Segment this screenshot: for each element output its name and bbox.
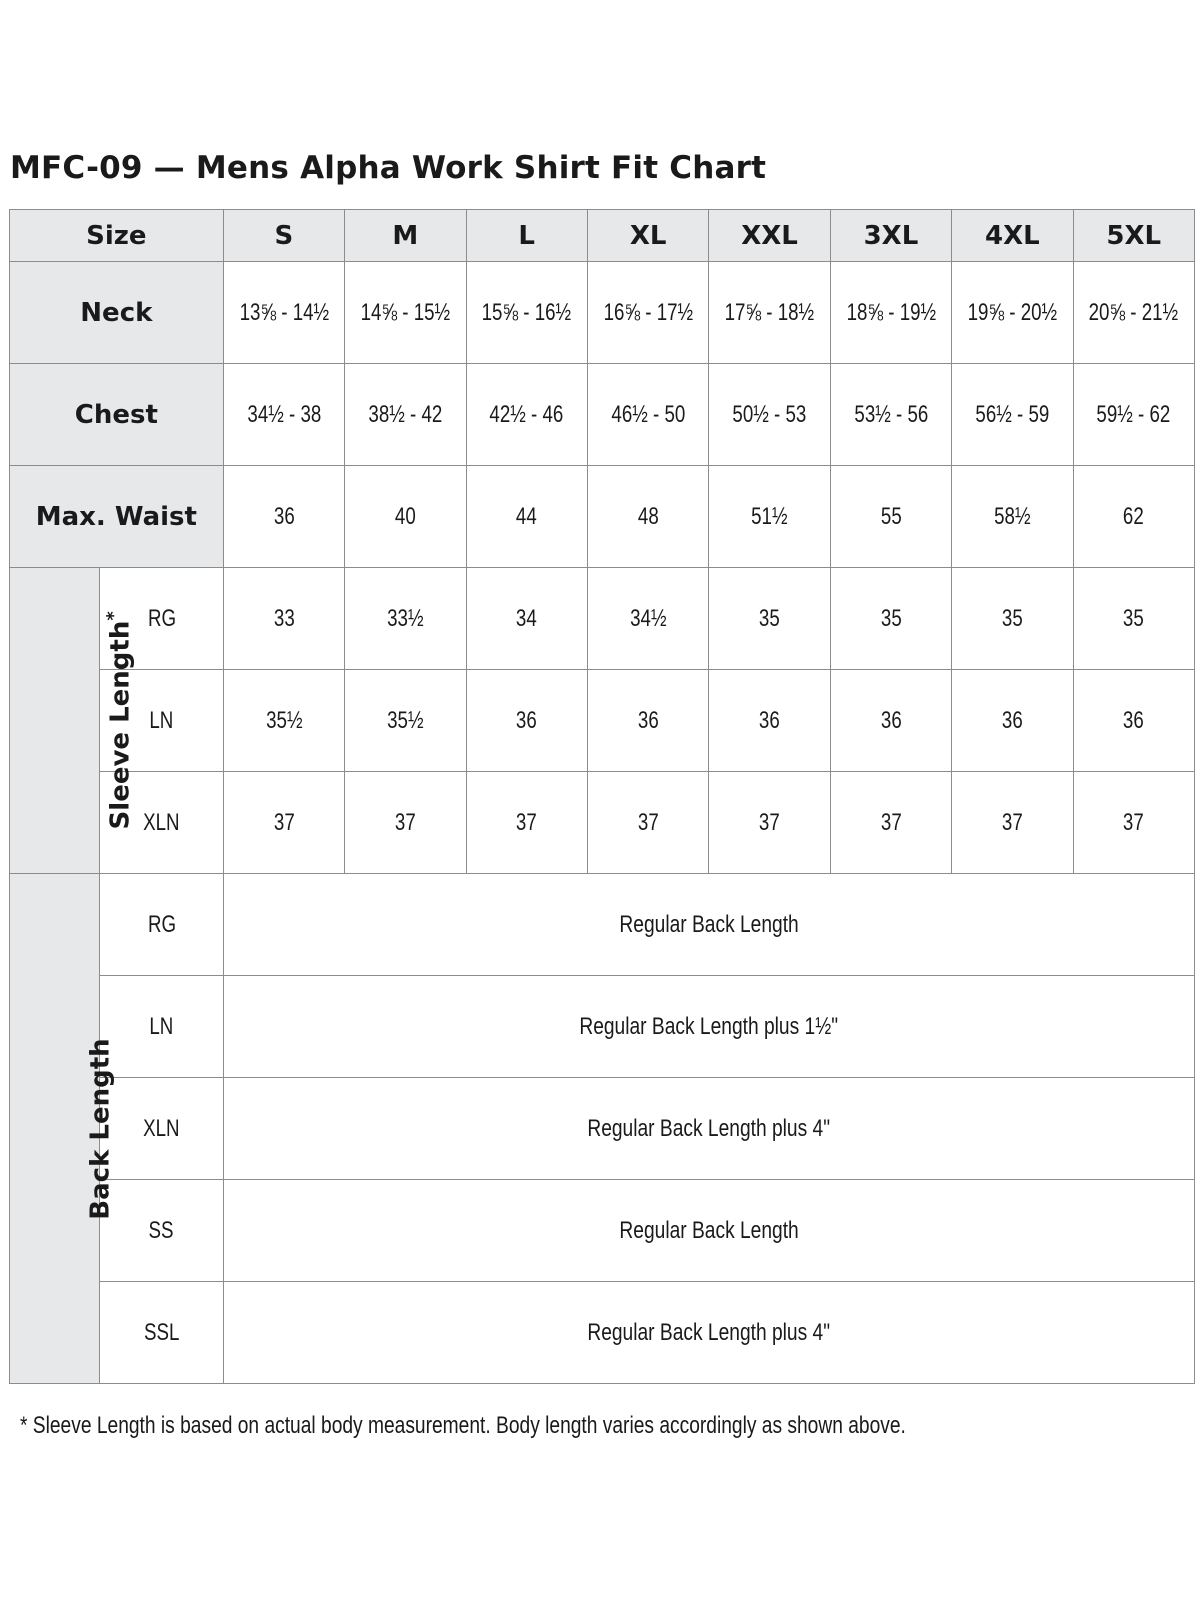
sleeve-cell-text: 34 — [516, 604, 538, 632]
sleeve-cell — [830, 670, 951, 772]
sleeve-cell — [466, 772, 587, 874]
sleeve-cell-text: 37 — [880, 808, 902, 836]
back-length-value-text: Regular Back Length plus 4" — [587, 1114, 831, 1142]
neck-cell — [345, 262, 466, 364]
waist-cell — [466, 466, 587, 568]
sleeve-cell-text: 36 — [759, 706, 780, 734]
neck-cell-text: 13⅝ - 14½ — [239, 298, 329, 326]
sleeve-cell — [223, 670, 344, 772]
sleeve-cell-text: 37 — [394, 808, 416, 836]
sleeve-cell — [345, 772, 466, 874]
sleeve-asterisk: * — [102, 611, 124, 621]
footnote: * Sleeve Length is based on actual body measurement. Body length varies accordingly as shown above. — [20, 1412, 906, 1439]
waist-cell-text: 58½ — [994, 502, 1031, 530]
back-row-rg — [10, 874, 1195, 976]
size-header-l: L — [466, 210, 587, 262]
neck-cell-text: 16⅝ - 17½ — [603, 298, 693, 326]
neck-cell — [709, 262, 830, 364]
sleeve-cell-text: 35 — [1123, 604, 1145, 632]
sleeve-cell-text: 37 — [1001, 808, 1023, 836]
chest-cell-text: 42½ - 46 — [489, 400, 564, 428]
waist-cell — [709, 466, 830, 568]
neck-cell-text: 14⅝ - 15½ — [360, 298, 451, 326]
sleeve-fit-label-text: LN — [149, 706, 174, 734]
neck-cell-text: 19⅝ - 20½ — [967, 298, 1058, 326]
waist-cell-text: 36 — [273, 502, 295, 530]
sleeve-row-xln — [10, 772, 1195, 874]
chest-cell — [587, 364, 708, 466]
neck-label: Neck — [10, 262, 224, 364]
chest-cell-text: 56½ - 59 — [975, 400, 1050, 428]
sleeve-cell-text: 35 — [880, 604, 902, 632]
neck-cell — [223, 262, 344, 364]
sleeve-fit-label-text: RG — [147, 604, 176, 632]
sleeve-cell-text: 37 — [516, 808, 538, 836]
back-fit-label-text: RG — [147, 910, 176, 938]
sleeve-cell — [830, 772, 951, 874]
sleeve-cell — [709, 670, 830, 772]
sleeve-cell-text: 35½ — [387, 706, 424, 734]
sleeve-cell — [466, 670, 587, 772]
size-label: Size — [10, 210, 224, 262]
size-header-xxl: XXL — [709, 210, 830, 262]
waist-label: Max. Waist — [10, 466, 224, 568]
back-length-value-text: Regular Back Length — [619, 1216, 799, 1244]
back-length-text: Back Length — [85, 1037, 116, 1220]
neck-cell — [830, 262, 951, 364]
back-length-value — [223, 976, 1194, 1078]
chest-cell — [466, 364, 587, 466]
waist-cell-text: 51½ — [751, 502, 788, 530]
back-fit-label-text: LN — [149, 1012, 174, 1040]
sleeve-cell-text: 36 — [1001, 706, 1023, 734]
sleeve-cell — [830, 568, 951, 670]
sleeve-cell — [587, 772, 708, 874]
back-fit-label — [100, 976, 223, 1078]
back-length-value — [223, 1282, 1194, 1384]
waist-cell-text: 48 — [637, 502, 659, 530]
back-row-xln — [10, 1078, 1195, 1180]
waist-cell — [952, 466, 1073, 568]
waist-row — [10, 466, 1195, 568]
back-fit-label — [100, 1282, 223, 1384]
page-title: MFC-09 — Mens Alpha Work Shirt Fit Chart — [10, 150, 767, 186]
neck-cell — [587, 262, 708, 364]
sleeve-cell-text: 33½ — [387, 604, 424, 632]
sleeve-cell — [1073, 670, 1194, 772]
neck-cell — [952, 262, 1073, 364]
waist-cell-text: 40 — [394, 502, 416, 530]
chest-row — [10, 364, 1195, 466]
sleeve-cell — [587, 670, 708, 772]
chest-cell — [223, 364, 344, 466]
sleeve-cell-text: 36 — [637, 706, 659, 734]
back-fit-label — [100, 1180, 223, 1282]
sleeve-cell — [709, 772, 830, 874]
back-length-value-text: Regular Back Length plus 4" — [587, 1318, 831, 1346]
size-header-3xl: 3XL — [830, 210, 951, 262]
waist-cell-text: 62 — [1123, 502, 1145, 530]
size-header-m: M — [345, 210, 466, 262]
neck-cell — [1073, 262, 1194, 364]
chest-cell-text: 34½ - 38 — [246, 400, 321, 428]
back-length-value-text: Regular Back Length — [619, 910, 799, 938]
back-fit-label-text: XLN — [143, 1114, 180, 1142]
sleeve-cell-text: 35 — [759, 604, 780, 632]
back-length-value — [223, 1180, 1194, 1282]
back-fit-label — [100, 1078, 223, 1180]
sleeve-cell-text: 34½ — [629, 604, 667, 632]
neck-cell-text: 17⅝ - 18½ — [724, 298, 815, 326]
back-fit-label-text: SSL — [143, 1318, 180, 1346]
sleeve-cell — [952, 568, 1073, 670]
sleeve-length-label — [10, 568, 136, 874]
back-length-value — [223, 1078, 1194, 1180]
back-row-ss — [10, 1180, 1195, 1282]
chest-cell — [709, 364, 830, 466]
sleeve-row-rg — [10, 568, 1195, 670]
sleeve-row-ln — [10, 670, 1195, 772]
size-header-s: S — [223, 210, 344, 262]
chest-cell-text: 38½ - 42 — [368, 400, 443, 428]
neck-row — [10, 262, 1195, 364]
neck-cell-text: 15⅝ - 16½ — [481, 298, 572, 326]
sleeve-fit-label-text: XLN — [143, 808, 180, 836]
sleeve-cell-text: 36 — [880, 706, 902, 734]
waist-cell — [587, 466, 708, 568]
back-length-label — [10, 874, 116, 1384]
waist-cell-text: 55 — [880, 502, 902, 530]
sleeve-cell-text: 35½ — [265, 706, 303, 734]
sleeve-cell-text: 37 — [759, 808, 780, 836]
size-header-xl: XL — [587, 210, 708, 262]
sleeve-cell — [466, 568, 587, 670]
sleeve-cell-text: 36 — [1123, 706, 1145, 734]
chest-cell-text: 50½ - 53 — [732, 400, 807, 428]
fit-chart-table — [9, 209, 1195, 1384]
sleeve-cell-text: 36 — [516, 706, 538, 734]
chest-cell — [952, 364, 1073, 466]
chest-cell — [1073, 364, 1194, 466]
chest-label: Chest — [10, 364, 224, 466]
chest-cell-text: 46½ - 50 — [611, 400, 686, 428]
back-row-ssl — [10, 1282, 1195, 1384]
waist-cell — [1073, 466, 1194, 568]
sleeve-cell-text: 35 — [1001, 604, 1023, 632]
chest-cell — [830, 364, 951, 466]
waist-cell — [345, 466, 466, 568]
back-fit-label — [100, 874, 223, 976]
sleeve-cell — [709, 568, 830, 670]
chest-cell-text: 59½ - 62 — [1096, 400, 1171, 428]
chest-cell-text: 53½ - 56 — [853, 400, 928, 428]
sleeve-cell-text: 37 — [637, 808, 659, 836]
sleeve-cell — [952, 772, 1073, 874]
size-header-4xl: 4XL — [952, 210, 1073, 262]
sleeve-cell — [1073, 772, 1194, 874]
sleeve-cell-text: 37 — [1123, 808, 1145, 836]
size-header-5xl: 5XL — [1073, 210, 1194, 262]
waist-cell-text: 44 — [516, 502, 538, 530]
back-length-value — [223, 874, 1194, 976]
sleeve-cell-text: 37 — [273, 808, 295, 836]
sleeve-cell — [223, 772, 344, 874]
back-length-value-text: Regular Back Length plus 1½" — [579, 1012, 839, 1040]
sleeve-cell-text: 33 — [273, 604, 295, 632]
neck-cell-text: 18⅝ - 19½ — [846, 298, 936, 326]
sleeve-cell — [345, 670, 466, 772]
neck-cell-text: 20⅝ - 21½ — [1089, 298, 1179, 326]
sleeve-cell — [223, 568, 344, 670]
waist-cell — [830, 466, 951, 568]
sleeve-cell — [587, 568, 708, 670]
sleeve-cell — [345, 568, 466, 670]
sleeve-cell — [952, 670, 1073, 772]
sleeve-cell — [1073, 568, 1194, 670]
back-fit-label-text: SS — [149, 1216, 174, 1244]
sleeve-length-text: Sleeve Length — [105, 620, 136, 830]
waist-cell — [223, 466, 344, 568]
chest-cell — [345, 364, 466, 466]
back-row-ln — [10, 976, 1195, 1078]
neck-cell — [466, 262, 587, 364]
size-header-row — [10, 210, 1195, 262]
